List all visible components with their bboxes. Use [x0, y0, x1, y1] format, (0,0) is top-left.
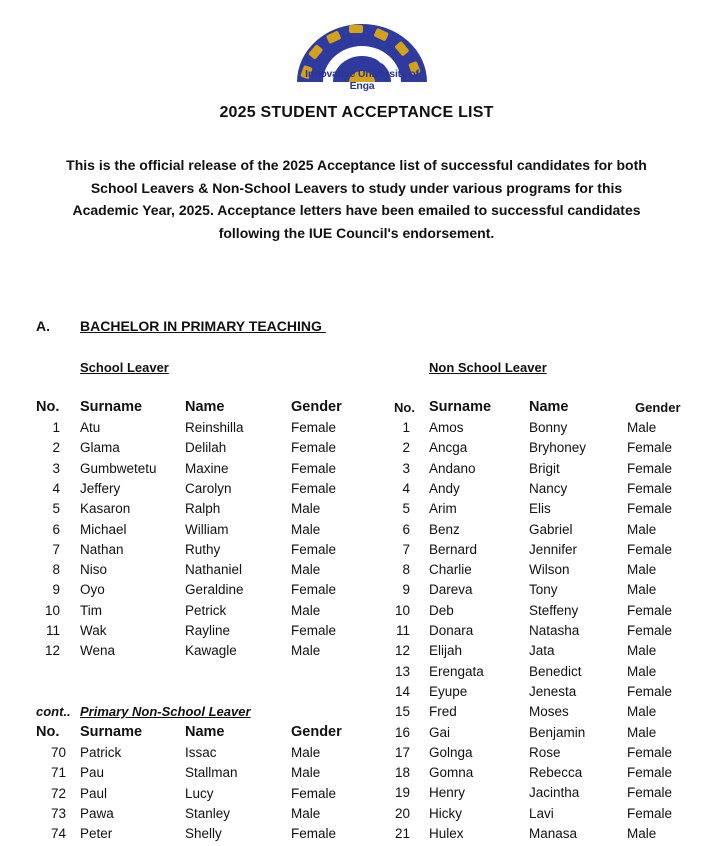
row-surname: Charlie: [429, 562, 472, 578]
row-surname: Niso: [80, 562, 108, 578]
row-number: 11: [395, 623, 410, 638]
row-surname: Gai: [429, 724, 451, 740]
header-surname: Surname: [80, 724, 143, 740]
continued-label: cont..: [36, 704, 71, 719]
row-surname: Benz: [429, 521, 460, 537]
row-number: 20: [394, 805, 410, 821]
row-gender: Male: [627, 521, 657, 537]
row-number: 74: [50, 826, 66, 842]
row-surname: Elijah: [429, 643, 463, 659]
row-gender: Male: [291, 643, 321, 659]
row-number: 11: [45, 623, 60, 638]
row-gender: Female: [291, 460, 337, 476]
row-gender: Male: [291, 805, 321, 821]
row-name: Elis: [529, 501, 551, 517]
header-gender: Gender: [291, 399, 342, 415]
row-gender: Male: [291, 521, 321, 537]
row-name: Delilah: [185, 440, 227, 456]
row-surname: Gomna: [429, 765, 474, 781]
row-gender: Female: [627, 460, 673, 476]
row-name: Benjamin: [529, 724, 586, 740]
row-surname: Eyupe: [429, 683, 468, 699]
row-surname: Pau: [80, 765, 105, 781]
row-surname: Michael: [80, 521, 127, 537]
row-name: Shelly: [185, 826, 222, 842]
row-gender: Female: [627, 623, 673, 638]
row-surname: Kasaron: [80, 501, 131, 517]
row-surname: Wena: [80, 643, 116, 659]
row-number: 4: [402, 480, 410, 496]
row-gender: Female: [291, 541, 337, 557]
row-number: 9: [52, 582, 60, 598]
row-surname: Oyo: [80, 582, 105, 598]
row-number: 2: [52, 440, 60, 456]
row-gender: Male: [627, 704, 657, 720]
row-gender: Male: [627, 582, 657, 598]
row-number: 12: [44, 643, 60, 659]
row-name: Lucy: [185, 785, 214, 801]
row-gender: Female: [627, 501, 673, 517]
row-number: 3: [402, 460, 410, 476]
row-surname: Patrick: [80, 745, 122, 760]
header-surname: Surname: [80, 399, 143, 415]
row-name: Petrick: [185, 602, 227, 618]
row-number: 10: [44, 602, 60, 618]
row-name: Rayline: [185, 623, 231, 638]
row-gender: Female: [627, 480, 673, 496]
row-number: 72: [50, 785, 66, 801]
row-gender: Male: [291, 602, 321, 618]
row-number: 8: [52, 562, 60, 578]
section-title: BACHELOR IN PRIMARY TEACHING: [80, 318, 326, 334]
row-surname: Arim: [429, 501, 457, 517]
row-gender: Female: [627, 683, 673, 699]
non-school-leaver-heading: Non School Leaver: [429, 360, 547, 375]
row-name: Jata: [529, 643, 555, 659]
row-name: Nathaniel: [185, 562, 243, 578]
row-gender: Male: [627, 663, 657, 679]
row-surname: Hulex: [429, 826, 464, 841]
header-gender: Gender: [291, 724, 342, 740]
row-surname: Pawa: [80, 805, 114, 821]
row-name: Steffeny: [529, 602, 579, 618]
header-surname: Surname: [429, 399, 492, 415]
row-gender: Male: [627, 826, 657, 841]
row-gender: Female: [627, 744, 673, 760]
header-name: Name: [185, 724, 225, 740]
row-gender: Female: [627, 541, 673, 557]
row-surname: Wak: [80, 623, 107, 638]
row-number: 10: [394, 602, 410, 618]
row-name: Carolyn: [185, 480, 232, 496]
row-name: Stallman: [185, 765, 238, 781]
row-name: Maxine: [185, 460, 229, 476]
row-name: Lavi: [529, 805, 554, 821]
row-gender: Female: [627, 785, 673, 801]
row-gender: Female: [291, 440, 337, 456]
row-number: 21: [394, 826, 410, 841]
row-name: Stanley: [185, 805, 231, 821]
row-gender: Male: [291, 501, 321, 517]
row-number: 1: [52, 420, 60, 435]
logo-text: Innovative University of Enga: [305, 68, 419, 92]
row-gender: Female: [627, 602, 673, 618]
row-surname: Andy: [429, 480, 460, 496]
row-name: Manasa: [529, 826, 578, 841]
row-name: Nancy: [529, 480, 568, 496]
row-gender: Male: [291, 562, 321, 578]
row-gender: Male: [291, 765, 321, 781]
row-gender: Female: [291, 420, 337, 435]
row-number: 1: [402, 420, 410, 435]
row-number: 19: [394, 785, 410, 801]
row-number: 71: [50, 765, 66, 781]
page-title: 2025 STUDENT ACCEPTANCE LIST: [219, 104, 494, 121]
row-number: 6: [402, 521, 410, 537]
row-number: 9: [402, 582, 410, 598]
row-name: Ruthy: [185, 541, 221, 557]
row-name: Bonny: [529, 420, 568, 435]
row-surname: Jeffery: [80, 480, 121, 496]
row-number: 14: [394, 683, 410, 699]
row-name: William: [185, 521, 229, 537]
header-no: No.: [394, 400, 415, 415]
row-name: Kawagle: [185, 643, 237, 659]
row-gender: Female: [291, 826, 337, 842]
row-name: Rose: [529, 744, 561, 760]
row-number: 7: [402, 541, 410, 557]
row-surname: Deb: [429, 602, 454, 618]
row-number: 12: [394, 643, 410, 659]
row-gender: Male: [627, 562, 657, 578]
row-surname: Donara: [429, 623, 474, 638]
primary-non-school-leaver-heading: Primary Non-School Leaver: [80, 704, 251, 719]
row-surname: Fred: [429, 704, 457, 720]
row-surname: Glama: [80, 440, 120, 456]
row-number: 3: [52, 460, 60, 476]
row-surname: Amos: [429, 420, 464, 435]
row-surname: Erengata: [429, 663, 484, 679]
row-surname: Gumbwetetu: [80, 460, 157, 476]
row-surname: Atu: [80, 420, 101, 435]
row-gender: Male: [627, 643, 657, 659]
row-name: Brigit: [529, 460, 560, 476]
row-name: Jacintha: [529, 785, 580, 801]
row-name: Ralph: [185, 501, 221, 517]
row-number: 8: [402, 562, 410, 578]
row-name: Geraldine: [185, 582, 244, 598]
row-number: 73: [50, 805, 66, 821]
row-surname: Nathan: [80, 541, 124, 557]
row-name: Rebecca: [529, 765, 583, 781]
row-surname: Dareva: [429, 582, 473, 598]
row-surname: Henry: [429, 785, 466, 801]
row-number: 5: [402, 501, 410, 517]
row-number: 4: [52, 480, 60, 496]
row-name: Gabriel: [529, 521, 573, 537]
row-name: Jenesta: [529, 683, 577, 699]
row-name: Benedict: [529, 663, 582, 679]
header-name: Name: [529, 399, 569, 415]
row-gender: Male: [627, 420, 657, 435]
row-gender: Female: [627, 805, 673, 821]
row-surname: Andano: [429, 460, 476, 476]
row-number: 6: [52, 521, 60, 537]
row-gender: Male: [291, 745, 321, 760]
row-gender: Female: [291, 623, 337, 638]
header-gender: Gender: [635, 400, 681, 415]
section-letter: A.: [36, 318, 50, 334]
row-surname: Golnga: [429, 744, 473, 760]
row-gender: Female: [291, 785, 337, 801]
school-leaver-heading: School Leaver: [80, 360, 169, 375]
row-gender: Female: [627, 440, 673, 456]
row-number: 15: [394, 704, 410, 720]
row-name: Wilson: [529, 562, 570, 578]
row-gender: Female: [291, 480, 337, 496]
row-surname: Tim: [80, 602, 102, 618]
row-name: Jennifer: [529, 541, 578, 557]
row-name: Reinshilla: [185, 420, 244, 435]
row-number: 16: [394, 724, 410, 740]
header-no: No.: [36, 724, 60, 740]
row-number: 7: [52, 541, 60, 557]
row-gender: Male: [627, 724, 657, 740]
row-number: 70: [50, 745, 66, 760]
row-number: 13: [394, 663, 410, 679]
row-number: 2: [402, 440, 410, 456]
row-number: 5: [52, 501, 60, 517]
row-surname: Ancga: [429, 440, 468, 456]
row-surname: Paul: [80, 785, 108, 801]
row-name: Issac: [185, 745, 217, 760]
row-surname: Hicky: [429, 805, 462, 821]
row-gender: Female: [291, 582, 337, 598]
row-gender: Female: [627, 765, 673, 781]
university-logo: [293, 22, 431, 92]
row-name: Natasha: [529, 623, 580, 638]
row-name: Bryhoney: [529, 440, 587, 456]
intro-paragraph: This is the official release of the 2025 Acceptance list of successful candidates for both School Leavers & Non-School Leavers to study under various programs for this Academic Year, 2025. Acceptance letters have been emailed to successful candidates following the IUE Council's endorsement.: [66, 157, 647, 241]
header-no: No.: [36, 399, 60, 415]
row-name: Moses: [529, 704, 569, 720]
header-name: Name: [185, 399, 225, 415]
row-number: 18: [394, 765, 410, 781]
row-name: Tony: [529, 582, 558, 598]
row-surname: Peter: [80, 826, 113, 842]
row-number: 17: [394, 744, 410, 760]
row-surname: Bernard: [429, 541, 478, 557]
